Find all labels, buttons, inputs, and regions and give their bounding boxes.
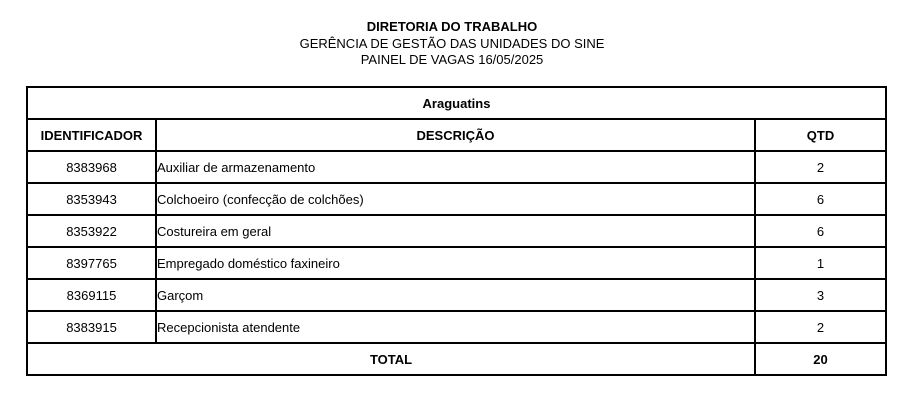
row-id: 8353922 [27,215,156,247]
row-id: 8353943 [27,183,156,215]
total-value: 20 [755,343,886,375]
row-qty: 6 [755,215,886,247]
city-name: Araguatins [27,87,886,119]
table-row [27,279,886,311]
table-row [27,183,886,215]
column-header-id: IDENTIFICADOR [27,119,156,151]
row-description: Colchoeiro (confecção de colchões) [156,183,755,215]
row-id: 8383915 [27,311,156,343]
row-id: 8369115 [27,279,156,311]
row-description: Empregado doméstico faxineiro [156,247,755,279]
row-id: 8397765 [27,247,156,279]
row-qty: 6 [755,183,886,215]
row-description: Auxiliar de armazenamento [156,151,755,183]
table-row [27,151,886,183]
row-description: Recepcionista atendente [156,311,755,343]
row-id: 8383968 [27,151,156,183]
job-vacancies-table [26,86,887,376]
row-qty: 2 [755,311,886,343]
column-header-description: DESCRIÇÃO [156,119,755,151]
total-label: TOTAL [27,343,755,375]
table-row [27,247,886,279]
column-header-row [27,119,886,151]
document-header [0,19,904,69]
row-description: Costureira em geral [156,215,755,247]
row-qty: 2 [755,151,886,183]
row-qty: 3 [755,279,886,311]
table-row [27,215,886,247]
total-row [27,343,886,375]
city-header-row [27,87,886,119]
department-title: DIRETORIA DO TRABALHO [366,19,538,34]
panel-date-subtitle: PAINEL DE VAGAS 16/05/2025 [360,52,544,67]
management-subtitle: GERÊNCIA DE GESTÃO DAS UNIDADES DO SINE [299,35,605,51]
row-description: Garçom [156,279,755,311]
column-header-qty: QTD [755,119,886,151]
table-row [27,311,886,343]
row-qty: 1 [755,247,886,279]
